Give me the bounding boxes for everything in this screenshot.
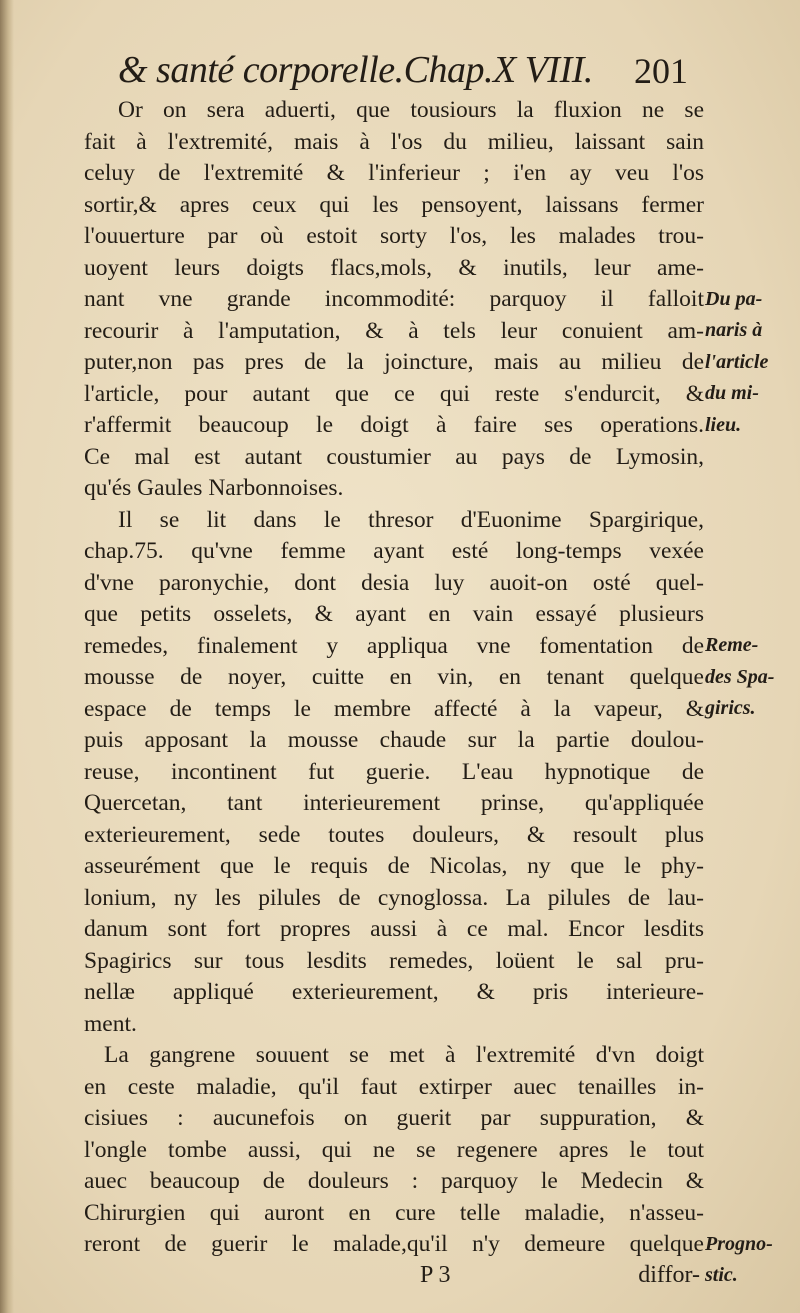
margin-note: Du pa-: [705, 288, 763, 310]
text-line: que petits osselets, & ayant en vain essayé plusieurs: [84, 601, 704, 627]
text-line: Chirurgien qui auront en cure telle maladie, n'asseu-: [84, 1199, 704, 1226]
text-line: remedes, finalement y appliqua vne fomentation de: [84, 632, 704, 659]
margin-note: Reme-: [705, 634, 759, 656]
text-line: d'vne paronychie, dont desia luy auoit-on osté quel-: [84, 569, 704, 596]
running-title: & santé corporelle.Chap.X VIII.: [118, 49, 593, 91]
text-line: auec beaucoup de douleurs : parquoy le Medecin &: [84, 1168, 704, 1194]
margin-note: du mi-: [705, 382, 759, 404]
text-line: recourir à l'amputation, & à tels leur conuient am-: [84, 317, 704, 344]
text-line: cisiues : aucunefois on guerit par suppuration, &: [84, 1105, 704, 1131]
running-header: [118, 48, 688, 94]
text-line: l'ongle tombe aussi, qui ne se regenere apres le tout: [84, 1136, 704, 1163]
signature-mark: P 3: [420, 1262, 451, 1288]
text-line: qu'és Gaules Narbonnoises.: [84, 475, 344, 501]
catchword: diffor-: [638, 1262, 700, 1288]
margin-note: lieu.: [705, 414, 742, 436]
body-text: [84, 95, 704, 1261]
margin-note: des Spa-: [705, 666, 775, 688]
text-line: espace de temps le membre affecté à la vapeur, &: [84, 695, 704, 722]
text-line: nant vne grande incommodité: parquoy il falloit: [84, 286, 704, 312]
text-line: asseurément que le requis de Nicolas, ny que le phy-: [84, 853, 704, 879]
text-line: ment.: [84, 1010, 137, 1037]
page-gutter-shadow: [0, 0, 14, 1313]
margin-note: Progno-: [705, 1233, 773, 1255]
text-line: Or on sera aduerti, que tousiours la fluxion ne se: [118, 97, 704, 123]
text-line: l'article, pour autant que ce qui reste s'endurcit, &: [84, 380, 704, 407]
text-line: danum sont fort propres aussi à ce mal. Encor lesdits: [84, 916, 704, 942]
text-line: chap.75. qu'vne femme ayant esté long-temps vexée: [84, 538, 704, 564]
text-line: Ce mal est autant coustumier au pays de Lymosin,: [84, 443, 704, 470]
text-line: puter,non pas pres de la joincture, mais au milieu de: [84, 349, 704, 375]
text-line: mousse de noyer, cuitte en vin, en tenant quelque: [84, 664, 704, 690]
text-line: lonium, ny les pilules de cynoglossa. La pilules de lau-: [84, 884, 704, 911]
margin-note: stic.: [705, 1264, 738, 1286]
text-line: r'affermit beaucoup le doigt à faire ses operations.: [84, 412, 704, 438]
text-line: puis apposant la mousse chaude sur la partie doulou-: [84, 727, 704, 753]
page-footer: [420, 1262, 700, 1294]
text-line: reront de guerir le malade,qu'il n'y demeure quelque: [84, 1231, 704, 1257]
text-line: uoyent leurs doigts flacs,mols, & inutils, leur ame-: [84, 254, 704, 281]
text-line: nellæ appliqué exterieurement, & pris interieure-: [84, 979, 704, 1005]
margin-note: l'article: [705, 351, 769, 373]
text-line: Il se lit dans le thresor d'Euonime Spargirique,: [118, 506, 704, 533]
text-line: La gangrene souuent se met à l'extremité d'vn doigt: [104, 1042, 704, 1068]
margin-note: naris à: [705, 319, 763, 341]
text-line: celuy de l'extremité & l'inferieur ; i'en ay veu l'os: [84, 160, 704, 186]
margin-note: girics.: [705, 697, 756, 719]
text-line: fait à l'extremité, mais à l'os du milieu, laissant sain: [84, 128, 704, 155]
page-number: 201: [634, 51, 688, 91]
text-line: Quercetan, tant interieurement prinse, qu'appliquée: [84, 790, 704, 816]
text-line: l'ouuerture par où estoit sorty l'os, les malades trou-: [84, 223, 704, 249]
text-line: Spagirics sur tous lesdits remedes, loüent le sal pru-: [84, 947, 704, 974]
text-line: sortir,& apres ceux qui les pensoyent, laissans fermer: [84, 191, 704, 218]
text-line: en ceste maladie, qu'il faut extirper auec tenailles in-: [84, 1073, 704, 1100]
text-line: exterieurement, sede toutes douleurs, & resoult plus: [84, 821, 704, 848]
text-line: reuse, incontinent fut guerie. L'eau hypnotique de: [84, 758, 704, 785]
